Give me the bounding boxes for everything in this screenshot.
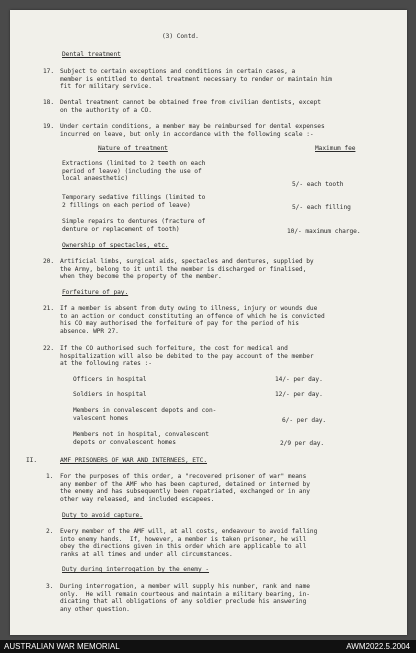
para-2-line: ranks at all times and under all circumstances. bbox=[60, 550, 233, 558]
para-18-line: on the authority of a CO. bbox=[60, 106, 152, 114]
treatment-fee: 5/- each filling bbox=[292, 204, 351, 211]
document-page bbox=[10, 10, 407, 635]
para-1-line: any member of the AMF who has been captured, detained or interned by bbox=[60, 480, 310, 488]
para-21-line: to an action or conduct constituting an offence of which he is convicted bbox=[60, 312, 325, 320]
rate-fee: 2/9 per day. bbox=[280, 440, 325, 447]
footer-id: AWM2022.5.2004 bbox=[346, 642, 410, 651]
para-19-line: Under certain conditions, a member may be reimbursed for dental expenses bbox=[60, 123, 325, 130]
archive-footer bbox=[0, 640, 416, 653]
para-20-line: when they become the property of the member. bbox=[60, 273, 222, 280]
treatment-fee: 5/- each tooth bbox=[292, 181, 344, 188]
rate-label: depots or convalescent homes bbox=[73, 438, 176, 446]
section-heading-interrogation: Duty during interrogation by the enemy - bbox=[62, 566, 210, 573]
para-17-num: 17. bbox=[43, 68, 55, 75]
treatment-line: denture or replacement of tooth) bbox=[62, 225, 180, 233]
treatment-line: period of leave) (including the use of bbox=[62, 167, 202, 175]
para-3-line: any other question. bbox=[60, 605, 130, 613]
para-1-line: other way released, and included escapees. bbox=[60, 495, 215, 503]
page-heading: (3) Contd. bbox=[162, 33, 199, 40]
para-3-num: 3. bbox=[46, 583, 54, 590]
para-18-num: 18. bbox=[43, 99, 55, 106]
para-2-num: 2. bbox=[46, 528, 54, 535]
para-21-line: absence. WPR 27. bbox=[60, 327, 119, 335]
para-17-line: Subject to certain exceptions and conditions in certain cases, a bbox=[60, 68, 296, 75]
section-heading-dental: Dental treatment bbox=[62, 51, 121, 58]
treatment-line: 2 fillings on each period of leave) bbox=[62, 201, 191, 209]
section-heading-spectacles: Ownership of spectacles, etc. bbox=[62, 242, 169, 249]
rate-fee: 12/- per day. bbox=[275, 391, 323, 398]
para-20-num: 20. bbox=[43, 258, 55, 265]
para-22-line: hospitalization will also be debited to the pay account of the member bbox=[60, 352, 314, 360]
treatment-line: Temporary sedative fillings (limited to bbox=[62, 194, 206, 201]
section-heading-forfeiture: Forfeiture of pay. bbox=[62, 289, 129, 296]
footer-credit: AUSTRALIAN WAR MEMORIAL bbox=[4, 642, 120, 651]
treatment-line: Simple repairs to dentures (fracture of bbox=[62, 218, 206, 225]
section-heading-avoid: Duty to avoid capture. bbox=[62, 512, 143, 519]
para-2-line: into enemy hands. If, however, a member is taken prisoner, he will bbox=[60, 535, 307, 543]
para-2-line: Every member of the AMF will, at all costs, endeavour to avoid falling bbox=[60, 528, 318, 535]
para-1-line: For the purposes of this order, a "recovered prisoner of war" means bbox=[60, 473, 307, 480]
para-2-line: obey the directions given in this order which are applicable to all bbox=[60, 543, 307, 550]
treatment-line: Extractions (limited to 2 teeth on each bbox=[62, 160, 206, 167]
para-21-num: 21. bbox=[43, 305, 55, 312]
para-22-line: at the following rates :- bbox=[60, 360, 152, 367]
para-18-line: Dental treatment cannot be obtained free from civilian dentists, except bbox=[60, 99, 321, 106]
section-heading-pow: AMF PRISONERS OF WAR AND INTERNEES, ETC. bbox=[60, 457, 208, 464]
section-number: II. bbox=[26, 457, 38, 464]
table-header-fee: Maximum fee bbox=[315, 145, 356, 152]
para-1-num: 1. bbox=[46, 473, 54, 480]
treatment-fee: 10/- maximum charge. bbox=[287, 228, 361, 235]
rate-label: Members not in hospital, convalescent bbox=[73, 431, 209, 438]
para-19-line: incurred on leave, but only in accordance with the following scale :- bbox=[60, 130, 314, 138]
rate-fee: 6/- per day. bbox=[282, 417, 327, 424]
para-3-line: During interrogation, a member will supply his number, rank and name bbox=[60, 583, 310, 590]
para-22-line: If the CO authorised such forfeiture, the cost for medical and bbox=[60, 345, 288, 352]
para-19-num: 19. bbox=[43, 123, 55, 130]
para-17-line: fit for military service. bbox=[60, 83, 152, 90]
para-20-line: Artificial limbs, surgical aids, spectacles and dentures, supplied by bbox=[60, 258, 314, 265]
para-3-line: only. He will remain courteous and maintain a military bearing, in- bbox=[60, 590, 310, 598]
rate-label: Officers in hospital bbox=[73, 376, 147, 383]
rate-label: valescent homes bbox=[73, 414, 129, 422]
rate-fee: 14/- per day. bbox=[275, 376, 323, 383]
rate-label: Soldiers in hospital bbox=[73, 391, 147, 398]
para-1-line: the enemy and has subsequently been repatriated, exchanged or in any bbox=[60, 488, 310, 495]
para-21-line: If a member is absent from duty owing to illness, injury or wounds due bbox=[60, 305, 318, 312]
para-3-line: dicating that all obligations of any soldier preclude his answering bbox=[60, 598, 307, 605]
para-20-line: the Army, belong to it until the member is discharged or finalised, bbox=[60, 265, 307, 273]
para-21-line: his CO may authorised the forfeiture of pay for the period of his bbox=[60, 320, 299, 327]
treatment-line: local anaesthetic) bbox=[62, 175, 129, 182]
rate-label: Members in convalescent depots and con- bbox=[73, 407, 217, 414]
para-17-line: member is entitled to dental treatment necessary to render or maintain him bbox=[60, 75, 332, 83]
para-22-num: 22. bbox=[43, 345, 55, 352]
table-header-treatment: Nature of treatment bbox=[98, 145, 168, 152]
